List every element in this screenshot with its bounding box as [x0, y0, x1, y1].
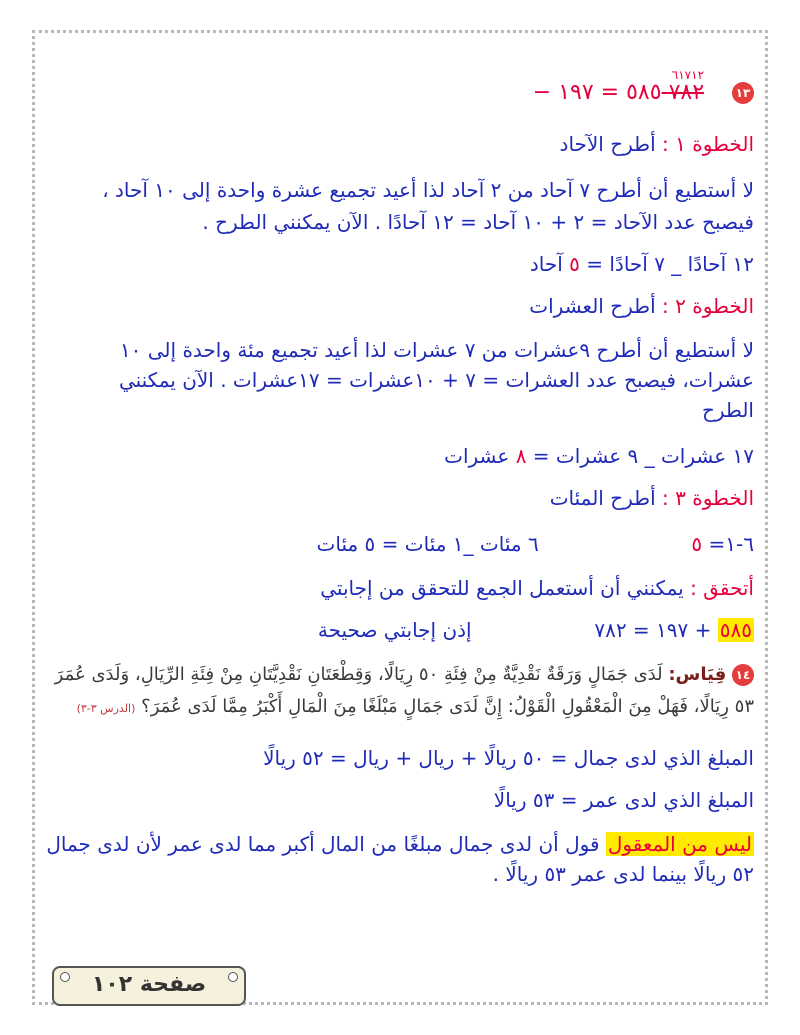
step3-heading — [68, 486, 754, 510]
q14-text-line-2 — [68, 696, 754, 717]
step1-desc-2: فيصبح عدد الآحاد = ٢ + ١٠ آحاد = ١٢ آحادًا . الآن يمكنني الطرح . — [202, 210, 754, 234]
q14-conclusion-2: ٥٢ ريالًا بينما لدى عمر ٥٣ ريالًا . — [492, 862, 754, 886]
step3-label: الخطوة ٣ : — [662, 486, 754, 510]
q14-line-1: المبلغ الذي لدى جمال = ٥٠ ريالًا + ريال + ريال = ٥٢ ريالًا — [263, 746, 754, 770]
step3-calc-row — [68, 532, 754, 556]
verify-calc: ٥٨٥ + ١٩٧ = ٧٨٢ — [594, 618, 752, 642]
q14-line-2: المبلغ الذي لدى عمر = ٥٣ ريالًا — [493, 788, 754, 812]
step2-calc: ١٧ عشرات _ ٩ عشرات = ٨ عشرات — [444, 444, 754, 468]
step1-result: ٥ — [569, 252, 580, 276]
strike-value: ٧٨٢ ٦١٧١٢ — [668, 68, 705, 105]
step2-label: الخطوة ٢ : — [662, 294, 754, 318]
question-13-badge: ١٣ — [732, 82, 754, 104]
step1-calc: ١٢ آحادًا _ ٧ آحادًا = ٥ آحاد — [529, 252, 754, 276]
verify-highlight: ٥٨٥ — [719, 618, 752, 642]
step3-text: أطرح المئات — [549, 486, 656, 510]
verify-text: يمكنني أن أستعمل الجمع للتحقق من إجابتي — [320, 576, 684, 600]
step2-desc-1: لا أستطيع أن أطرح ٩عشرات من ٧ عشرات لذا أعيد تجميع مئة واحدة إلى ١٠ — [119, 338, 754, 362]
verify-heading — [68, 576, 754, 600]
page-number: صفحة ١٠٢ — [91, 972, 207, 997]
step1-heading — [68, 132, 754, 156]
step2-desc-3: الطرح — [701, 398, 754, 422]
verify-calc-row — [68, 618, 754, 642]
step2-heading — [68, 294, 754, 318]
q14-conclusion: ليس من المعقول قول أن لدى جمال مبلغًا من المال أكبر مما لدى عمر لأن لدى جمال — [46, 832, 752, 856]
step3-calc-a: ٦-١= ٥ — [691, 532, 754, 556]
step2-result: ٨ — [515, 444, 527, 468]
page-content — [46, 66, 754, 966]
verify-conclusion: إذن إجابتي صحيحة — [317, 618, 472, 642]
plate-rivet-icon — [228, 972, 238, 982]
q14-text-2: ٥٣ رِيَالًا، فَهَلْ مِنَ الْمَعْقُولِ الْقَوْلُ: إِنَّ لَدَى جَمَالٍ مَبْلَغًا مِنَ الْمَالِ أَكْبَرُ مِمَّا لَدَى عُمَرَ؟ — [141, 696, 754, 717]
q13-equation: ٥٨٥ = ١٩٧ − — [532, 80, 662, 105]
step2-text: أطرح العشرات — [529, 294, 656, 318]
q14-highlight: ليس من المعقول — [607, 832, 752, 856]
step3-calc-b: ٦ مئات _١ مئات = ٥ مئات — [316, 532, 539, 556]
verify-label: أتحقق : — [690, 576, 754, 600]
question-14-badge: ١٤ — [732, 664, 754, 686]
step2-desc-2: عشرات، فيصبح عدد العشرات = ٧ + ١٠عشرات = ١٧عشرات . الآن يمكنني — [118, 368, 754, 392]
page-number-plate — [52, 966, 246, 1006]
q14-text-line-1 — [54, 664, 754, 686]
step1-text: أطرح الآحاد — [559, 132, 656, 156]
q13-equation-line — [68, 68, 754, 105]
q14-text-1: لَدَى جَمَالٍ وَرَقَةٌ نَقْدِيَّةٌ مِنْ فِئَةِ ٥٠ رِيَالًا، وَقِطْعَتَانِ نَقْدِيَّتَانِ مِنْ فِئَةِ الرِّيَالِ، وَلَدَى عُمَرَ — [54, 664, 663, 685]
step1-desc-1: لا أستطيع أن أطرح ٧ آحاد من ٢ آحاد لذا أعيد تجميع عشرة واحدة إلى ١٠ آحاد ، — [102, 178, 754, 202]
lesson-ref: (الدرس ٣-٣) — [76, 702, 136, 715]
regroup-superscript: ٦١٧١٢ — [671, 68, 705, 82]
plate-rivet-icon — [60, 972, 70, 982]
step1-label: الخطوة ١ : — [662, 132, 754, 156]
q14-title: قِيَاس: — [668, 664, 727, 685]
